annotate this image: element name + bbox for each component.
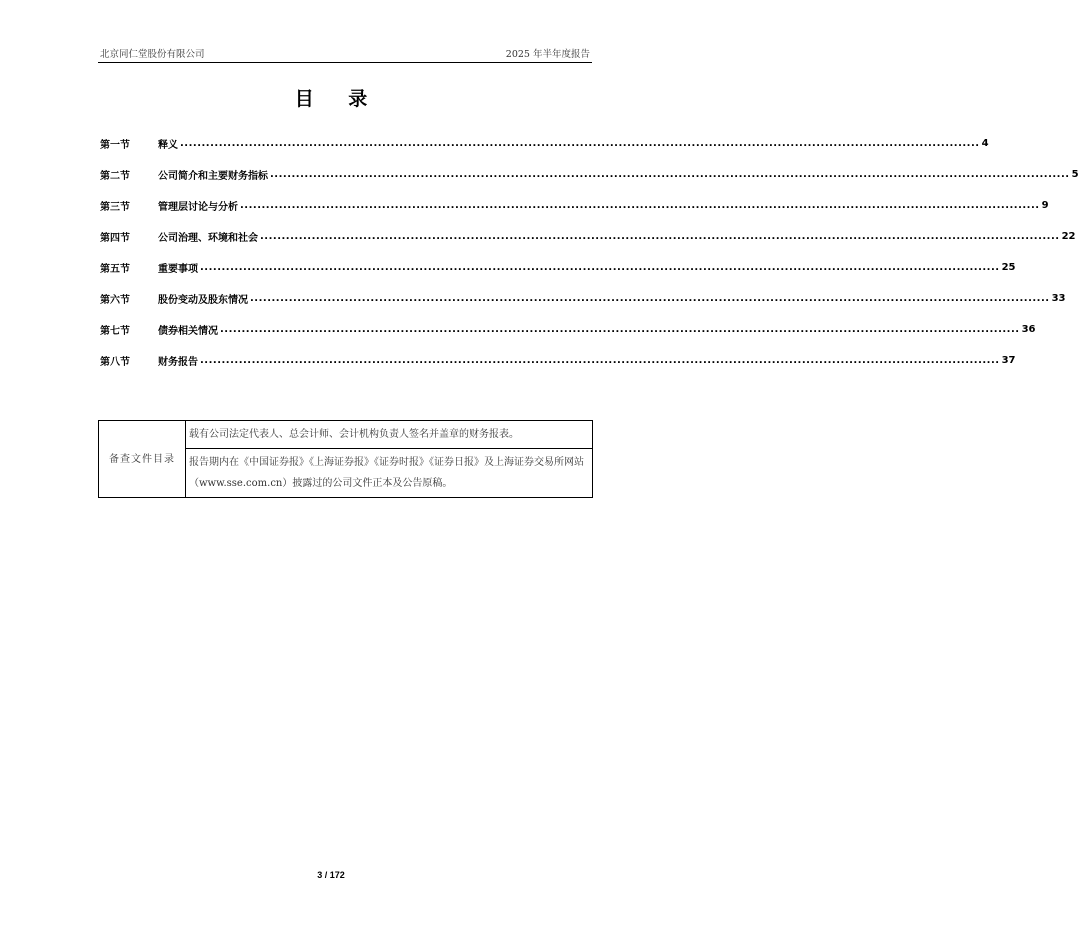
toc-section: 第三节: [100, 202, 130, 213]
toc-page: 25: [1001, 262, 1016, 273]
toc-name: 债券相关情况: [158, 326, 218, 337]
toc-section: 第二节: [100, 171, 130, 182]
reference-document-item: 报告期内在《中国证券报》《上海证券报》《证券时报》《证券日报》及上海证券交易所网站（www.sse.com.cn）披露过的公司文件正本及公告原稿。: [186, 449, 593, 498]
header-company: 北京同仁堂股份有限公司: [100, 49, 205, 60]
toc-section: 第七节: [100, 326, 130, 337]
toc-name: 公司简介和主要财务指标: [158, 171, 268, 182]
toc-page: 33: [1051, 293, 1066, 304]
toc-section: 第六节: [100, 295, 130, 306]
table-of-contents: [100, 128, 1079, 376]
toc-entry-4[interactable]: [100, 221, 1076, 252]
toc-name: 释义: [158, 140, 178, 151]
toc-leader-dots: ..........................................................................................................................................................................................: [200, 355, 1000, 366]
toc-leader-dots: ..........................................................................................................................................................................................: [180, 138, 980, 149]
toc-title: 目 录: [294, 88, 382, 110]
toc-page: 37: [1001, 355, 1016, 366]
toc-page: 4: [981, 138, 989, 149]
reference-documents-table: [98, 420, 593, 498]
toc-section: 第五节: [100, 264, 130, 275]
toc-page: 5: [1071, 169, 1079, 180]
toc-entry-6[interactable]: [100, 283, 1066, 314]
toc-entry-5[interactable]: [100, 252, 1016, 283]
toc-section: 第一节: [100, 140, 130, 151]
reference-documents-label: 备查文件目录: [99, 421, 186, 498]
toc-leader-dots: ..........................................................................................................................................................................................: [260, 231, 1060, 242]
toc-entry-8[interactable]: [100, 345, 1016, 376]
toc-name: 重要事项: [158, 264, 198, 275]
toc-section: 第四节: [100, 233, 130, 244]
toc-entry-3[interactable]: [100, 190, 1049, 221]
toc-entry-1[interactable]: [100, 128, 989, 159]
toc-page: 9: [1041, 200, 1049, 211]
toc-leader-dots: ..........................................................................................................................................................................................: [250, 293, 1050, 304]
toc-entry-7[interactable]: [100, 314, 1036, 345]
toc-entry-2[interactable]: [100, 159, 1079, 190]
toc-leader-dots: ..........................................................................................................................................................................................: [270, 169, 1070, 180]
page-number: 3 / 172: [317, 870, 345, 880]
toc-section: 第八节: [100, 357, 130, 368]
toc-leader-dots: ..........................................................................................................................................................................................: [220, 324, 1020, 335]
toc-page: 36: [1021, 324, 1036, 335]
toc-leader-dots: ..........................................................................................................................................................................................: [200, 262, 1000, 273]
page-header: [98, 44, 592, 63]
toc-leader-dots: ..........................................................................................................................................................................................: [240, 200, 1040, 211]
toc-name: 管理层讨论与分析: [158, 202, 238, 213]
toc-name: 公司治理、环境和社会: [158, 233, 258, 244]
reference-document-item: 载有公司法定代表人、总会计师、会计机构负责人签名并盖章的财务报表。: [186, 421, 593, 449]
toc-name: 股份变动及股东情况: [158, 295, 248, 306]
header-report-title: 2025 年半年度报告: [505, 49, 590, 60]
toc-name: 财务报告: [158, 357, 198, 368]
toc-page: 22: [1061, 231, 1076, 242]
